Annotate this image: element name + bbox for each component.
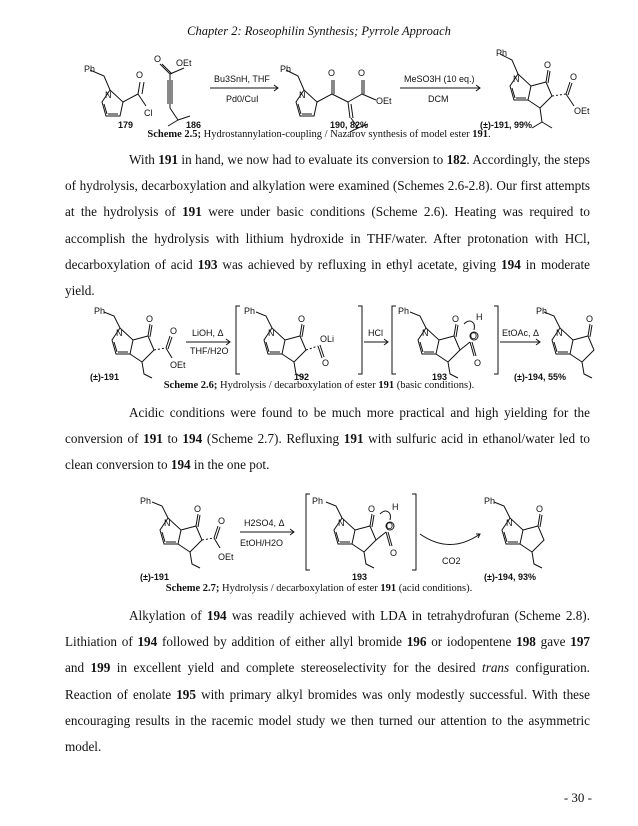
caption-end: (acid conditions).: [396, 583, 473, 594]
para2-compound-2: 194: [182, 431, 203, 447]
scheme26-reagent3: EtOAc, Δ: [502, 328, 540, 338]
para1-text-6: in moderate yield.: [65, 256, 590, 299]
paragraph-3: [65, 603, 590, 760]
scheme-2-5-caption: [0, 129, 638, 140]
scheme26-o-label-8: O: [586, 314, 594, 324]
para2-text-2: to: [162, 431, 183, 447]
compound-190-label: 190, 82%: [330, 120, 369, 130]
caption-number: Scheme 2.5;: [147, 129, 202, 140]
scheme26-n-label-2: N: [268, 328, 275, 338]
para3-compound-1: 194: [206, 608, 227, 623]
scheme27-oet-label: OEt: [218, 552, 234, 562]
scheme25-o-label-4: O: [358, 68, 366, 78]
para1-text-2: in hand, we now had to evaluate its conversion to: [178, 152, 447, 167]
para3-text-3: followed by addition of either allyl bromide: [157, 634, 407, 650]
para3-text-7: in excellent yield and complete stereoselectivity for the desired: [110, 660, 483, 676]
scheme27-o-label-2: O: [218, 516, 226, 526]
scheme25-reagent1-bottom: Pd0/CuI: [226, 94, 259, 104]
running-header: Chapter 2: Roseophilin Synthesis; Pyrrole Approach: [187, 24, 451, 38]
scheme-2-6-caption: [0, 380, 638, 391]
scheme27-reagent1-bottom: EtOH/H2O: [240, 538, 284, 548]
para3-text-9: with primary alkyl bromides was only modestly successful. With these encouraging results in the racemic model study we then turned our attention to the asymmetric model.: [65, 686, 591, 755]
scheme27-o-label: O: [194, 504, 202, 514]
para3-text-8: configuration. Reaction of enolate: [65, 660, 590, 702]
caption-end: .: [487, 129, 491, 140]
scheme26-n-label: N: [116, 328, 123, 338]
para3-italic-trans: trans: [482, 660, 510, 676]
scheme26-o-label-7: O: [474, 358, 482, 368]
page-number: - 30 -: [563, 790, 592, 805]
para3-text-5: gave: [535, 634, 571, 650]
scheme25-oet-label-2: OEt: [376, 96, 392, 106]
scheme27-n-label-2: N: [338, 518, 345, 528]
scheme-2-5: [60, 46, 600, 132]
scheme25-ph-label-2: Ph: [280, 64, 292, 74]
para3-compound-3: 196: [406, 634, 427, 650]
scheme26-oli-label: OLi: [320, 334, 335, 344]
scheme26-o-label-6: O: [470, 331, 478, 341]
scheme25-n-label-2: N: [299, 90, 306, 100]
scheme25-reagent1-top: Bu3SnH, THF: [214, 74, 270, 84]
scheme26-o-label-5: O: [452, 314, 460, 324]
paragraph-1: [65, 147, 590, 304]
compound-194-label: (±)-194, 93%: [484, 572, 536, 582]
scheme-2-6: [60, 302, 600, 384]
caption-text: Hydrolysis / decarboxylation of ester: [219, 583, 381, 594]
scheme27-h-label: H: [392, 502, 399, 512]
scheme26-h-label: H: [476, 312, 483, 322]
scheme25-oet-label: OEt: [176, 58, 192, 68]
para1-text-1: With: [129, 152, 159, 167]
scheme26-ph-label-4: Ph: [536, 306, 548, 316]
para1-text-5: was achieved by refluxing in ethyl acetate, giving: [217, 256, 502, 272]
scheme26-ph-label-3: Ph: [398, 306, 410, 316]
caption-number: Scheme 2.6;: [163, 380, 218, 391]
scheme25-oet-label-3: OEt: [574, 106, 590, 116]
scheme25-cl-label: Cl: [144, 108, 153, 118]
compound-186-label: 186: [186, 120, 202, 130]
scheme27-o-label-5: O: [390, 548, 398, 558]
para2-text-1: Acidic conditions were found to be much more practical and high yielding for the conversion of: [65, 405, 590, 447]
para2-compound-4: 194: [170, 457, 191, 473]
scheme25-o-label: O: [136, 70, 144, 80]
para2-text-3: (Scheme 2.7). Refluxing: [202, 431, 344, 447]
scheme27-ph-label-3: Ph: [484, 496, 496, 506]
scheme-2-7: [60, 490, 600, 584]
scheme25-ph-label: Ph: [84, 64, 96, 74]
para3-text-2: was readily achieved with LDA in tetrahydrofuran (Scheme 2.8). Lithiation of: [65, 608, 590, 650]
para2-compound-3: 191: [343, 431, 364, 447]
para1-text-4: were under basic conditions (Scheme 2.6). Heating was required to accomplish the hydrolysis with lithium hydroxide in THF/water. After protonation with HCl, decarboxylation of acid: [65, 204, 590, 272]
scheme25-ph-label-3: Ph: [496, 48, 508, 58]
caption-text: Hydrostannylation-coupling / Nazarov synthesis of model ester: [201, 129, 473, 140]
para1-text-3: . Accordingly, the steps of hydrolysis, decarboxylation and alkylation were examined (Schemes 2.6-2.8). Our first attempts at the hydrolysis of: [65, 152, 590, 220]
scheme-2-7-caption: [0, 583, 638, 594]
scheme27-reagent1-top: H2SO4, Δ: [244, 518, 285, 528]
paragraph-2: [65, 400, 590, 479]
scheme25-o-label-5: O: [544, 60, 552, 70]
para3-compound-5: 197: [570, 634, 590, 650]
scheme27-n-label: N: [164, 518, 171, 528]
scheme26-ph-label-2: Ph: [244, 306, 256, 316]
scheme25-reagent2-bottom: DCM: [428, 94, 449, 104]
caption-compound: 191: [380, 583, 397, 594]
scheme25-o-label-6: O: [570, 72, 578, 82]
scheme26-n-label-4: N: [556, 328, 563, 338]
scheme-2-6-drawing: [60, 302, 600, 384]
caption-end: (basic conditions).: [394, 380, 475, 391]
para3-text-6: and: [65, 660, 91, 676]
scheme27-n-label-3: N: [506, 518, 513, 528]
scheme26-o-label-2: O: [170, 326, 178, 336]
scheme25-o-label-3: O: [328, 68, 336, 78]
caption-number: Scheme 2.7;: [165, 583, 220, 594]
para3-compound-4: 198: [516, 634, 536, 650]
compound-194-label: (±)-194, 55%: [514, 372, 566, 382]
scheme27-o-label-4: O: [386, 521, 394, 531]
scheme27-o-label-3: O: [368, 504, 376, 514]
scheme27-ph-label-2: Ph: [312, 496, 324, 506]
para3-compound-2: 194: [137, 634, 158, 650]
compound-193-label: 193: [432, 372, 448, 382]
scheme26-reagent2: HCl: [368, 328, 383, 338]
caption-text: Hydrolysis / decarboxylation of ester: [217, 380, 379, 391]
scheme26-o-label-3: O: [298, 314, 306, 324]
compound-191-label: (±)-191: [140, 572, 169, 582]
caption-compound: 191: [378, 380, 395, 391]
para3-compound-6: 199: [90, 660, 111, 676]
scheme26-o-label: O: [146, 314, 154, 324]
para1-compound-2: 182: [446, 152, 467, 167]
para3-compound-7: 195: [176, 686, 196, 702]
compound-179-label: 179: [118, 120, 134, 130]
scheme26-n-label-3: N: [422, 328, 429, 338]
scheme25-n-label: N: [105, 90, 112, 100]
para2-text-5: in the one pot.: [190, 457, 270, 473]
para3-text-4: or iodopentene: [426, 634, 517, 650]
para2-compound-1: 191: [143, 431, 163, 447]
scheme25-n-label-3: N: [513, 74, 520, 84]
scheme-2-7-drawing: [60, 490, 600, 584]
scheme26-oet-label: OEt: [170, 360, 186, 370]
para1-compound-1: 191: [158, 152, 179, 167]
scheme25-o-label-2: O: [154, 54, 162, 64]
scheme26-o-label-4: O: [322, 358, 330, 368]
compound-192-label: 192: [294, 372, 310, 382]
scheme25-reagent2-top: MeSO3H (10 eq.): [404, 74, 475, 84]
compound-191-label: (±)-191, 99%: [480, 120, 532, 130]
scheme27-o-label-6: O: [536, 504, 544, 514]
caption-compound: 191: [472, 129, 488, 140]
scheme27-co2-label: CO2: [442, 556, 461, 566]
scheme26-reagent1-bottom: THF/H2O: [190, 346, 229, 356]
compound-193-label: 193: [352, 572, 368, 582]
para1-compound-3: 191: [182, 204, 202, 220]
scheme-2-5-drawing: [60, 46, 600, 132]
scheme27-ph-label: Ph: [140, 496, 152, 506]
para3-text-1: Alkylation of: [129, 608, 207, 623]
para2-text-4: with sulfuric acid in ethanol/water led to clean conversion to: [65, 431, 590, 473]
compound-191-label: (±)-191: [90, 372, 119, 382]
scheme26-ph-label: Ph: [94, 306, 106, 316]
para1-compound-4: 193: [197, 256, 218, 272]
para1-compound-5: 194: [501, 256, 521, 272]
scheme26-reagent1-top: LiOH, Δ: [192, 328, 224, 338]
